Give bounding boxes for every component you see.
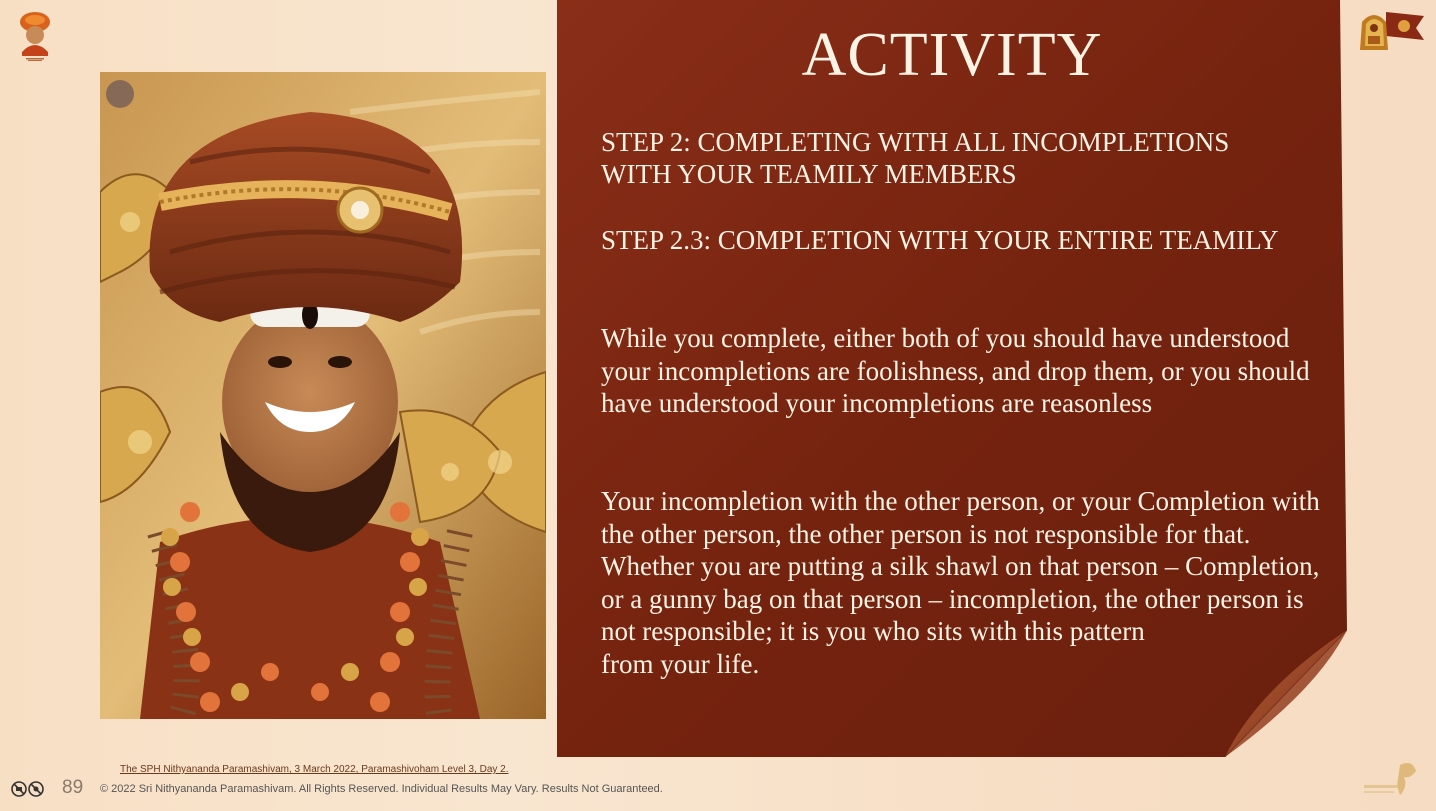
source-citation: The SPH Nithyananda Paramashivam, 3 March 2022, Paramashivoham Level 3, Day 2.: [120, 764, 509, 775]
kailasa-emblem-flag-icon: [1356, 6, 1428, 54]
copyright-notice: © 2022 Sri Nithyananda Paramashivam. All Rights Reserved. Individual Results May Vary. Results Not Guaranteed.: [100, 783, 663, 795]
guru-photo: [100, 72, 546, 719]
slide-title: ACTIVITY: [801, 21, 1103, 89]
activity-panel: [557, 0, 1347, 757]
paragraph-responsibility: Your incompletion with the other person, or your Completion with the other person, the other person is not responsible for that. Whether you are putting a silk shawl on that person – Completion, or a gunny bag on that person – incompletion, the other person is not responsible; it is you who sits with this pattern from your life.: [601, 486, 1320, 679]
guru-portrait-logo-icon: [12, 8, 58, 62]
paragraph-foolishness: While you complete, either both of you should have understood your incompletions are foolishness, and drop them, or you should have understood your incompletions are reasonless: [601, 323, 1310, 418]
no-recording-icons: [10, 779, 46, 799]
kailasa-footer-logo-icon: [1360, 759, 1426, 801]
step-main-heading: STEP 2: COMPLETING WITH ALL INCOMPLETIONS WITH YOUR TEAMILY MEMBERS: [601, 127, 1230, 189]
step-sub-heading: STEP 2.3: COMPLETION WITH YOUR ENTIRE TEAMILY: [601, 225, 1279, 255]
page-number: 89: [62, 777, 84, 798]
slide-footer: [0, 775, 1436, 805]
